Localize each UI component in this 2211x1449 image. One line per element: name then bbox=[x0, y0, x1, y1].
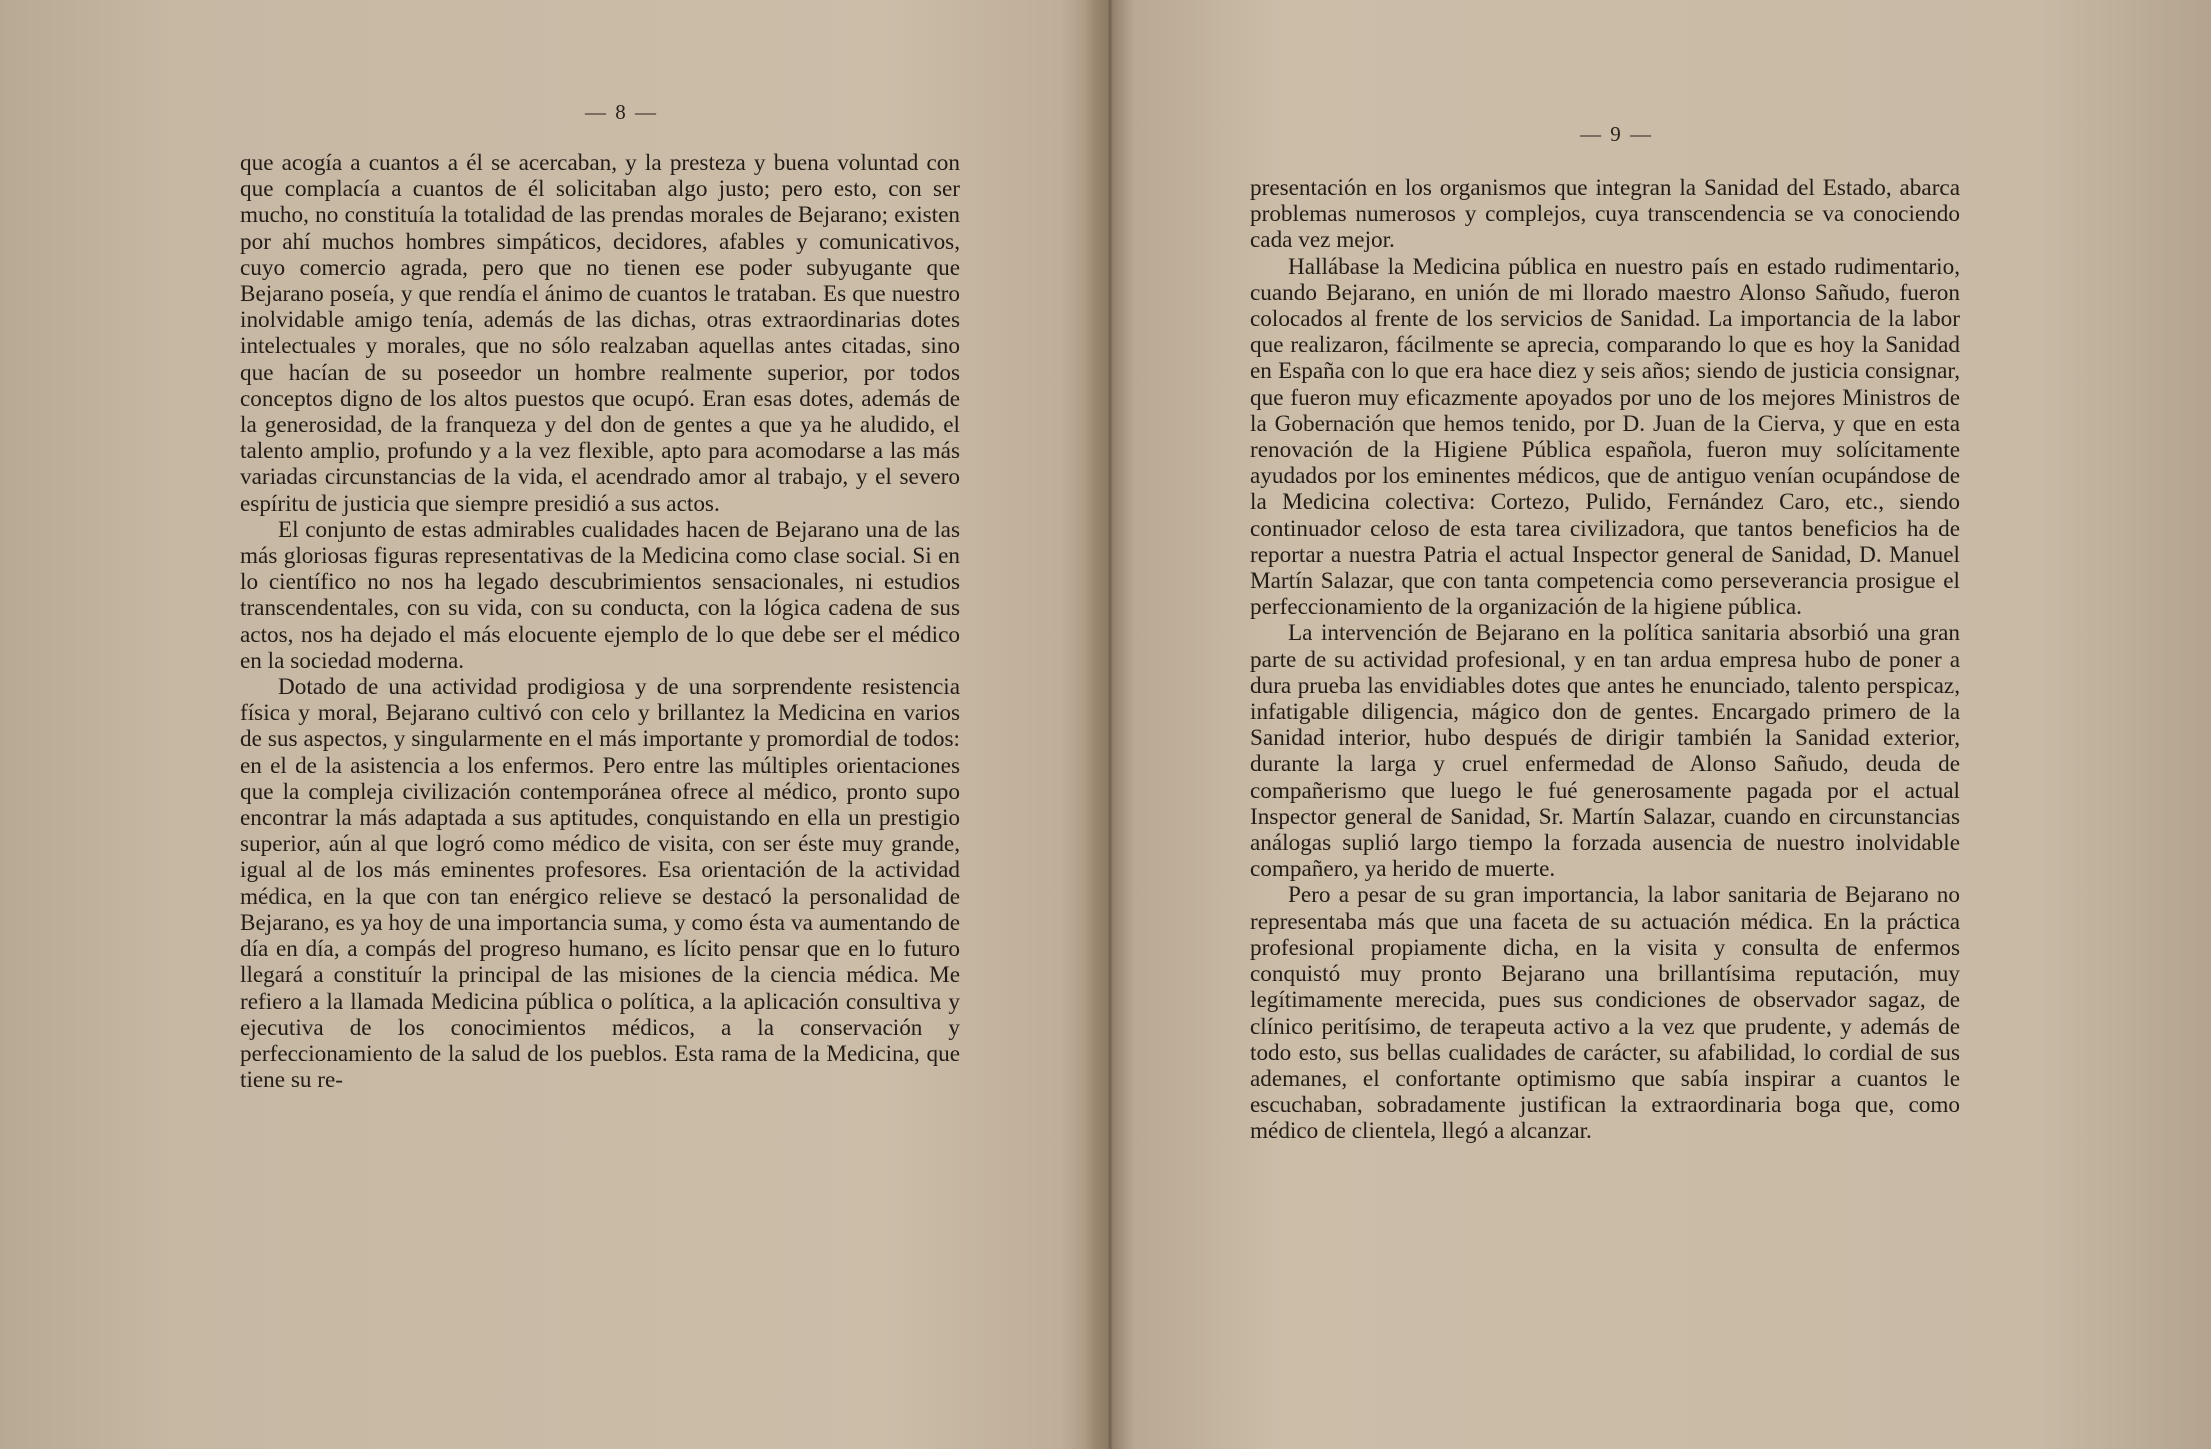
paragraph: Pero a pesar de su gran importancia, la labor sanitaria de Bejarano no representaba más que una faceta de su actuación médica. En la práctica profesional propiamente dicha, en la visita y consulta de enfermos conquistó muy pronto Bejarano una brillantísima reputación, muy legítimamente merecida, pues sus condiciones de observador sagaz, de clínico peritísimo, de terapeuta activo a la vez que prudente, y además de todo esto, sus bellas cualidades de carácter, su afabilidad, lo cordial de sus ademanes, el confortante optimismo que sabía inspirar a cuantos le escuchaban, sobradamente justifican la extraordinaria boga que, como médico de clientela, llegó a alcanzar. bbox=[1250, 882, 1960, 1145]
page-number: — 9 — bbox=[1580, 122, 1653, 146]
right-text-block bbox=[1250, 175, 1960, 1145]
page-number: — 8 — bbox=[585, 100, 658, 124]
paragraph: Dotado de una actividad prodigiosa y de una sorprendente resistencia física y moral, Bejarano cultivó con celo y brillantez la Medicina en varios de sus aspectos, y singularmente en el más importante y promordial de todos: en el de la asistencia a los enfermos. Pero entre las múltiples orientaciones que la compleja civilización contemporánea ofrece al médico, pronto supo encontrar la más adaptada a sus aptitudes, conquistando en ella un prestigio superior, aún al que logró como médico de visita, con ser éste muy grande, igual al de los más eminentes profesores. Esa orientación de la actividad médica, en la que con tan enérgico relieve se destacó la personalidad de Bejarano, es ya hoy de una importancia suma, y como ésta va aumentando de día en día, a compás del progreso humano, es lícito pensar que en lo futuro llegará a constituír la principal de las misiones de la ciencia médica. Me refiero a la llamada Medicina pública o política, a la aplicación consultiva y ejecutiva de los conocimientos médicos, a la conservación y perfeccionamiento de la salud de los pueblos. Esta rama de la Medicina, que tiene su re- bbox=[240, 674, 960, 1094]
paragraph: que acogía a cuantos a él se acercaban, y la presteza y buena voluntad con que complacía a cuantos de él solicitaban algo justo; pero esto, con ser mucho, no constituía la totalidad de las prendas morales de Bejarano; existen por ahí muchos hombres simpáticos, decidores, afables y comunicativos, cuyo comercio agrada, pero que no tienen ese poder subyugante que Bejarano poseía, y que rendía el ánimo de cuantos le trataban. Es que nuestro inolvidable amigo tenía, además de las dichas, otras extraordinarias dotes intelectuales y morales, que no sólo realzaban aquellas antes citadas, sino que hacían de su poseedor un hombre realmente superior, por todos conceptos digno de los altos puestos que ocupó. Eran esas dotes, además de la generosidad, de la franqueza y del don de gentes a que ya he aludido, el talento amplio, profundo y a la vez flexible, apto para acomodarse a las más variadas circunstancias de la vida, el acendrado amor al trabajo, y el severo espíritu de justicia que siempre presidió a sus actos. bbox=[240, 150, 960, 517]
paragraph: presentación en los organismos que integran la Sanidad del Estado, abarca problemas numerosos y complejos, cuya transcendencia se va conociendo cada vez mejor. bbox=[1250, 175, 1960, 254]
paragraph: Hallábase la Medicina pública en nuestro país en estado rudimentario, cuando Bejarano, en unión de mi llorado maestro Alonso Sañudo, fueron colocados al frente de los servicios de Sanidad. La importancia de la labor que realizaron, fácilmente se aprecia, comparando lo que es hoy la Sanidad en España con lo que era hace diez y seis años; siendo de justicia consignar, que fueron muy eficazmente apoyados por uno de los mejores Ministros de la Gobernación que hemos tenido, por D. Juan de la Cierva, y que en esta renovación de la Higiene Pública española, fueron muy solícitamente ayudados por los eminentes médicos, que de antiguo venían ocupándose de la Medicina colectiva: Cortezo, Pulido, Fernández Caro, etc., siendo continuador celoso de esta tarea civilizadora, que tantos beneficios ha de reportar a nuestra Patria el actual Inspector general de Sanidad, D. Manuel Martín Salazar, que con tanta competencia como perseverancia prosigue el perfeccionamiento de la organización de la higiene pública. bbox=[1250, 253, 1960, 621]
paragraph: El conjunto de estas admirables cualidades hacen de Bejarano una de las más gloriosas figuras representativas de la Medicina como clase social. Si en lo científico no nos ha legado descubrimientos sensacionales, ni estudios transcendentales, con su vida, con su conducta, con la lógica cadena de sus actos, nos ha dejado el más elocuente ejemplo de lo que debe ser el médico en la sociedad moderna. bbox=[240, 516, 960, 674]
left-text-block bbox=[240, 150, 960, 1093]
paragraph: La intervención de Bejarano en la política sanitaria absorbió una gran parte de su actividad profesional, y en tan ardua empresa hubo de poner a dura prueba las envidiables dotes que antes he enunciado, talento perspicaz, infatigable diligencia, mágico don de gentes. Encargado primero de la Sanidad interior, hubo después de dirigir también la Sanidad exterior, durante la larga y cruel enfermedad de Alonso Sañudo, deuda de compañerismo que luego le fué generosamente pagada por el actual Inspector general de Sanidad, Sr. Martín Salazar, cuando en circunstancias análogas suplió largo tiempo la forzada ausencia de nuestro inolvidable compañero, ya herido de muerte. bbox=[1250, 620, 1960, 883]
